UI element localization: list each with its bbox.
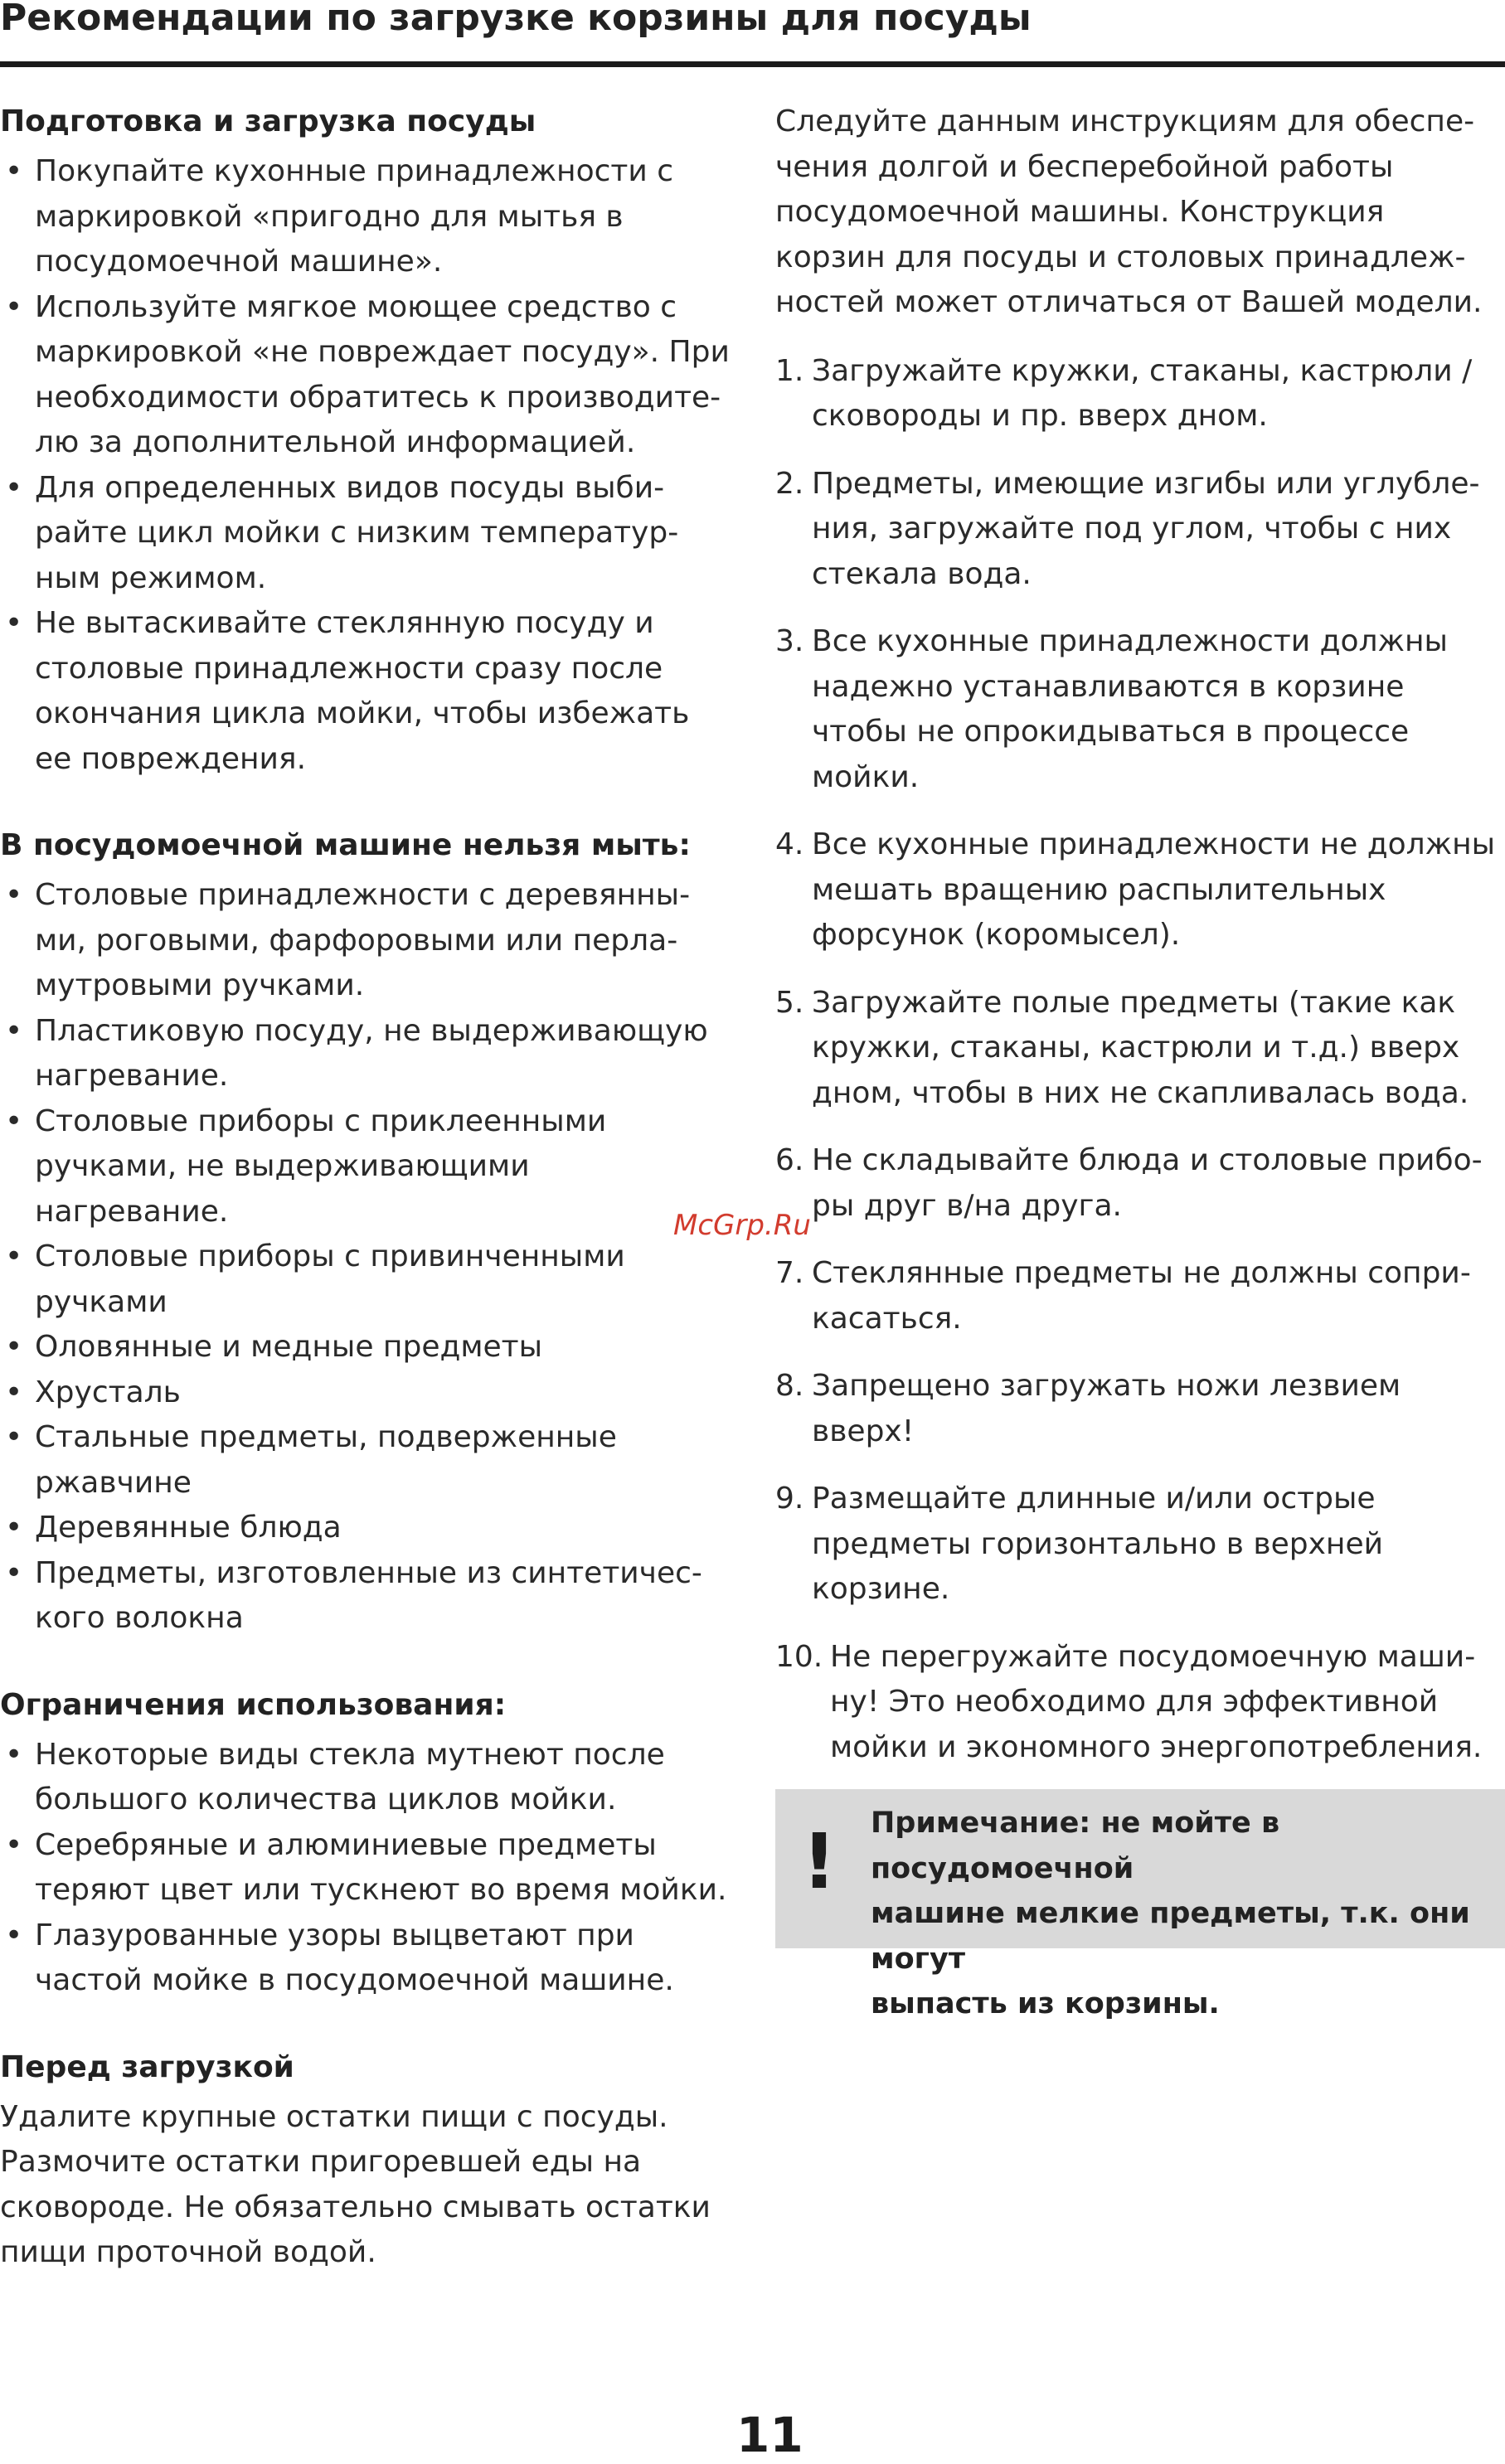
list-item <box>0 1913 730 2004</box>
list-item <box>0 1234 730 1325</box>
text-line: Серебряные и алюминиевые предметы <box>35 1827 657 1862</box>
list-item <box>0 1415 730 1506</box>
list-item <box>0 285 730 466</box>
text-line: сковороде. Не обязательно смывать остатки <box>0 2190 711 2224</box>
text-line: Покупайте кухонные принадлежности с <box>35 154 673 188</box>
section-heading-prep: Подготовка и загрузка посуды <box>0 104 536 138</box>
text-line: Столовые принадлежности с деревянны- <box>35 878 691 912</box>
note-box <box>775 1789 1505 2020</box>
list-item <box>0 601 730 782</box>
note-text <box>871 1801 1484 2027</box>
text-line: Примечание: не мойте в посудомоечной <box>871 1807 1280 1885</box>
list-item <box>0 1551 730 1642</box>
step-item <box>775 1251 1505 1341</box>
text-line: Удалите крупные остатки пищи с посуды. <box>0 2099 668 2134</box>
text-line: ми, роговыми, фарфоровыми или перла- <box>35 923 678 958</box>
text-line: ния, загружайте под углом, чтобы с них <box>812 512 1452 546</box>
before-paragraph <box>0 2095 730 2276</box>
section-heading-limits: Ограничения использования: <box>0 1687 507 1722</box>
list-item <box>0 1099 730 1235</box>
text-line: нагревание. <box>35 1059 229 1093</box>
list-item <box>0 1325 730 1370</box>
text-line: Пластиковую посуду, не выдерживающую <box>35 1013 708 1048</box>
text-line: Загружайте полые предметы (такие как <box>812 985 1456 1020</box>
text-line: чения долгой и бесперебойной работы <box>775 149 1394 184</box>
section-heading-forbidden: В посудомоечной машине нельзя мыть: <box>0 828 691 862</box>
step-item <box>775 981 1505 1117</box>
text-line: Стеклянные предметы не должны сопри- <box>812 1256 1471 1290</box>
step-item <box>775 1364 1505 1454</box>
list-item <box>0 1506 730 1551</box>
text-line: Для определенных видов посуды выби- <box>35 470 665 505</box>
text-line: необходимости обратитесь к производите- <box>35 380 721 415</box>
text-line: выпасть из корзины. <box>871 1987 1220 2020</box>
text-line: Столовые приборы с привинченными <box>35 1239 625 1273</box>
text-line: корзин для посуды и столовых принадлеж- <box>775 240 1466 274</box>
text-line: стекала вода. <box>812 556 1032 591</box>
text-line: ручками, не выдерживающими нагревание. <box>35 1149 530 1229</box>
list-item <box>0 149 730 285</box>
step-number: 8. <box>775 1369 804 1403</box>
text-line: мойки. <box>812 759 920 794</box>
watermark: McGrp.Ru <box>673 1209 811 1242</box>
step-number: 7. <box>775 1256 804 1290</box>
text-line: машине мелкие предметы, т.к. они могут <box>871 1897 1470 1976</box>
text-line: касаться. <box>812 1301 962 1336</box>
list-item <box>0 1370 730 1416</box>
text-line: Деревянные блюда <box>35 1511 342 1545</box>
text-line: Глазурованные узоры выцветают при <box>35 1918 634 1952</box>
text-line: Запрещено загружать ножи лезвием <box>812 1369 1401 1403</box>
text-line: Следуйте данным инструкциям для обеспе- <box>775 104 1475 138</box>
step-number: 5. <box>775 985 804 1020</box>
text-line: форсунок (коромысел). <box>812 918 1181 952</box>
section-heading-before: Перед загрузкой <box>0 2049 294 2084</box>
list-item <box>0 873 730 1009</box>
text-line: Предметы, имеющие изгибы или углубле- <box>812 466 1480 501</box>
text-line: ры друг в/на друга. <box>812 1188 1122 1223</box>
step-item <box>775 1138 1505 1229</box>
text-line: посудомоечной машины. Конструкция <box>775 195 1385 229</box>
list-item <box>0 1009 730 1099</box>
step-number: 4. <box>775 827 804 861</box>
text-line: ручками <box>35 1284 167 1319</box>
text-line: ностей может отличаться от Вашей модели. <box>775 285 1483 319</box>
text-line: маркировкой «не повреждает посуду». При <box>35 335 730 369</box>
text-line: кого волокна <box>35 1601 244 1635</box>
text-line: Некоторые виды стекла мутнеют после <box>35 1737 665 1772</box>
text-line: ржавчине <box>35 1465 192 1500</box>
text-line: чтобы не опрокидываться в процессе <box>812 715 1410 749</box>
text-line: Хрусталь <box>35 1375 181 1409</box>
step-item <box>775 349 1505 439</box>
text-line: маркировкой «пригодно для мытья в <box>35 199 624 234</box>
step-number: 10. <box>775 1639 823 1674</box>
text-line: мойки и экономного энергопотребления. <box>830 1729 1483 1764</box>
step-number: 2. <box>775 466 804 501</box>
step-item <box>775 822 1505 958</box>
text-line: Не перегружайте посудомоечную маши- <box>830 1639 1476 1674</box>
text-line: Загружайте кружки, стаканы, кастрюли / <box>812 353 1473 388</box>
exclamation-icon: ! <box>802 1817 837 1906</box>
text-line: предметы горизонтально в верхней <box>812 1526 1383 1561</box>
text-line: кружки, стаканы, кастрюли и т.д.) вверх <box>812 1031 1460 1065</box>
text-line: мутровыми ручками. <box>35 968 365 1002</box>
text-line: Не вытаскивайте стеклянную посуду и <box>35 606 654 640</box>
step-item <box>775 1635 1505 1771</box>
steps-list <box>775 349 1505 1771</box>
text-line: посудомоечной машине». <box>35 245 443 279</box>
text-line: Все кухонные принадлежности должны <box>812 624 1448 658</box>
title-divider <box>0 61 1505 67</box>
step-number: 3. <box>775 624 804 658</box>
text-line: лю за дополнительной информацией. <box>35 425 636 459</box>
text-line: дном, чтобы в них не скапливалась вода. <box>812 1075 1469 1110</box>
text-line: столовые принадлежности сразу после <box>35 651 663 686</box>
text-line: Используйте мягкое моющее средство с <box>35 289 677 324</box>
forbidden-list <box>0 873 730 1642</box>
text-line: Стальные предметы, подверженные <box>35 1420 617 1454</box>
text-line: ну! Это необходимо для эффективной <box>830 1685 1439 1719</box>
text-line: ным режимом. <box>35 560 267 595</box>
text-line: частой мойке в посудомоечной машине. <box>35 1963 674 1997</box>
page-title: Рекомендации по загрузке корзины для посуды <box>0 0 1032 39</box>
step-number: 9. <box>775 1482 804 1516</box>
text-line: пищи проточной водой. <box>0 2235 376 2269</box>
text-line: корзине. <box>812 1572 950 1606</box>
text-line: Столовые приборы с приклеенными <box>35 1103 607 1138</box>
text-line: Все кухонные принадлежности не должны <box>812 827 1496 861</box>
text-line: большого количества циклов мойки. <box>35 1783 617 1816</box>
text-line: сковороды и пр. вверх дном. <box>812 399 1268 433</box>
list-item <box>0 1823 730 1913</box>
step-number: 6. <box>775 1143 804 1177</box>
text-line: Не складывайте блюда и столовые прибо- <box>812 1143 1483 1177</box>
prep-list <box>0 149 730 782</box>
text-line: Размещайте длинные и/или острые <box>812 1482 1376 1516</box>
list-item <box>0 466 730 602</box>
text-line: Оловянные и медные предметы <box>35 1330 543 1364</box>
text-line: мешать вращению распылительных <box>812 872 1386 907</box>
text-line: Размочите остатки пригоревшей еды на <box>0 2145 642 2179</box>
text-line: Предметы, изготовленные из синтетичес- <box>35 1555 702 1590</box>
right-column <box>775 99 1505 1792</box>
intro-paragraph <box>775 99 1505 326</box>
list-item <box>0 1733 730 1823</box>
text-line: райте цикл мойки с низким температур- <box>35 516 679 550</box>
text-line: ее повреждения. <box>35 741 307 776</box>
text-line: вверх! <box>812 1414 915 1448</box>
left-column <box>0 99 730 2276</box>
text-line: теряют цвет или тускнеют во время мойки. <box>35 1873 727 1907</box>
step-item <box>775 462 1505 598</box>
page-number: 11 <box>736 2407 803 2463</box>
text-line: надежно устанавливаются в корзине <box>812 669 1405 704</box>
limits-list <box>0 1733 730 2004</box>
step-number: 1. <box>775 353 804 388</box>
step-item <box>775 619 1505 800</box>
text-line: окончания цикла мойки, чтобы избежать <box>35 696 690 730</box>
step-item <box>775 1477 1505 1613</box>
